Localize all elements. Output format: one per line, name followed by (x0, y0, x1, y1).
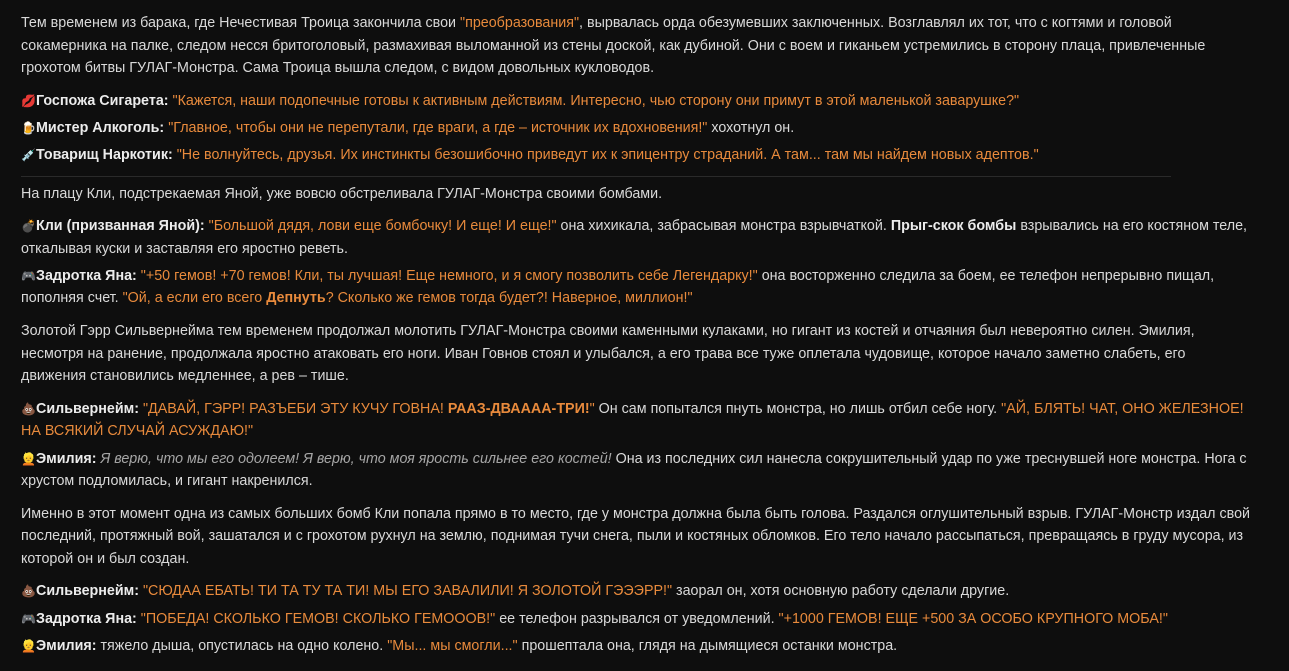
syringe-icon: 💉 (21, 147, 36, 162)
quote: "Главное, чтобы они не перепутали, где враги, а где – источник их вдохновения!" (168, 119, 708, 136)
dialogue-line (21, 90, 1251, 113)
dialogue-line: 👱Эмилия: Я верю, что мы его одолеем! Я верю, что моя ярость сильнее его костей! Она из последних сил нанесла сокрушительный удар по уже треснувшей ноге монстра. Нога с хрустом подломилась, и гигант накренился. (21, 448, 1251, 493)
quote: "преобразования" (460, 15, 580, 31)
narration-paragraph: Тем временем из барака, где Нечестивая Троица закончила свои "преобразования", вырвалась орда обезумевших заключенных. Возглавлял их тот, что с когтями и головой сокамерника на палке, следом несся бритоголовый, размахивая выломанной из стены доской, как дубиной. Они с воем и гиканьем устремились в сторону плаца, привлеченные грохотом битвы ГУЛАГ-Монстра. Сама Троица вышла следом, с видом довольных кукловодов. (21, 15, 1206, 77)
speaker-name: Госпожа Сигарета: (36, 92, 169, 109)
quote: "+1000 ГЕМОВ! ЕЩЕ +500 ЗА ОСОБО КРУПНОГО МОБА!" (778, 610, 1168, 627)
gamepad-icon: 🎮 (21, 268, 36, 283)
dialogue-line: 💩Сильвернейм: "ДАВАЙ, ГЭРР! РАЗЪЕБИ ЭТУ КУЧУ ГОВНА! РААЗ-ДВАААА-ТРИ!" Он сам попытался пнуть монстра, но лишь отбил себе ногу. "АЙ, БЛЯТЬ! ЧАТ, ОНО ЖЕЛЕЗНОЕ! НА ВСЯКИЙ СЛУЧАЙ АСУЖДАЮ!" (21, 398, 1251, 443)
dialogue-line: 👱Эмилия: тяжело дыша, опустилась на одно колено. "Мы... мы смогли..." прошептала она, глядя на дымящиеся останки монстра. (21, 635, 1251, 658)
poop-icon: 💩 (21, 401, 36, 416)
thought: Я верю, что мы его одолеем! Я верю, что моя ярость сильнее его костей! (96, 450, 612, 467)
speaker-name: Сильвернейм: (36, 583, 139, 600)
quote: "+50 гемов! +70 гемов! Кли, ты лучшая! Еще немного, и я смогу позволить себе Легендарку!" (140, 267, 758, 284)
narration-paragraph: Именно в этот момент одна из самых больших бомб Кли попала прямо в то место, где у монстра должна была быть голова. Раздался оглушительный взрыв. ГУЛАГ-Монстр издал свой последний, протяжный вой, зашатался и с грохотом рухнул на землю, поднимая тучи снега, пыли и костяных обломков. Его тело начало рассыпаться, превращаясь в груду мусора, из которой он и был создан. (21, 505, 1251, 567)
speaker-name: Задротка Яна: (36, 610, 137, 627)
dialogue-line: 💣Кли (призванная Яной): "Большой дядя, лови еще бомбочку! И еще! И еще!" она хихикала, забрасывая монстра взрывчаткой. Прыг-скок бомбы взрывались на его костяном теле, откалывая куски и заставляя его яростно реветь. (21, 215, 1251, 260)
speaker-name: Задротка Яна: (36, 267, 137, 284)
bomb-icon: 💣 (21, 219, 36, 234)
dialogue-line (21, 144, 1251, 167)
blonde-person-icon: 👱 (21, 638, 36, 653)
narration-paragraph: Золотой Гэрр Сильвернейма тем временем продолжал молотить ГУЛАГ-Монстра своими каменными кулаками, но гигант из костей и отчаяния был невероятно силен. Эмилия, несмотря на ранение, продолжала яростно атаковать его ноги. Иван Говнов стоял и улыбался, а его трава все туже оплетала чудовище, которое начало заметно слабеть, его движения становились медленнее, а рев – тише. (21, 323, 1195, 385)
gamepad-icon: 🎮 (21, 611, 36, 626)
quote: "ПОБЕДА! СКОЛЬКО ГЕМОВ! СКОЛЬКО ГЕМОООВ!" (140, 610, 496, 627)
quote: "Кажется, наши подопечные готовы к активным действиям. Интересно, чью сторону они примут в этой маленькой заварушке?" (172, 92, 1020, 109)
dialogue-line: 🍺Мистер Алкоголь: "Главное, чтобы они не перепутали, где враги, а где – источник их вдохновения!" хохотнул он. (21, 117, 1251, 140)
quote: "СЮДАА ЕБАТЬ! ТИ ТА ТУ ТА ТИ! МЫ ЕГО ЗАВАЛИЛИ! Я ЗОЛОТОЙ ГЭЭЭРР!" (142, 583, 673, 600)
quote: "Не волнуйтесь, друзья. Их инстинкты безошибочно приведут их к эпицентру страданий. А там... там мы найдем новых адептов." (176, 146, 1039, 163)
blonde-person-icon: 👱 (21, 451, 36, 466)
dialogue-line: 💩Сильвернейм: "СЮДАА ЕБАТЬ! ТИ ТА ТУ ТА ТИ! МЫ ЕГО ЗАВАЛИЛИ! Я ЗОЛОТОЙ ГЭЭЭРР!" заорал он, хотя основную работу сделали другие. (21, 580, 1251, 603)
quote: "Большой дядя, лови еще бомбочку! И еще! И еще!" (208, 218, 557, 235)
beer-icon: 🍺 (21, 120, 36, 135)
speaker-name: Товарищ Наркотик: (36, 146, 173, 163)
narration-paragraph: На плацу Кли, подстрекаемая Яной, уже вовсю обстреливала ГУЛАГ-Монстра своими бомбами. (21, 185, 663, 202)
dialogue-line: 🎮Задротка Яна: "+50 гемов! +70 гемов! Кли, ты лучшая! Еще немного, и я смогу позволить себе Легендарку!" она восторженно следила за боем, ее телефон непрерывно пищал, пополняя счет. "Ой, а если его всего Депнуть? Сколько же гемов тогда будет?! Наверное, миллион!" (21, 265, 1251, 310)
lips-icon: 💋 (21, 93, 36, 108)
speaker-name: Мистер Алкоголь: (36, 119, 165, 136)
speaker-name: Сильвернейм: (36, 400, 139, 417)
poop-icon: 💩 (21, 584, 36, 599)
dialogue-line: 🎮Задротка Яна: "ПОБЕДА! СКОЛЬКО ГЕМОВ! СКОЛЬКО ГЕМОООВ!" ее телефон разрывался от уведомлений. "+1000 ГЕМОВ! ЕЩЕ +500 ЗА ОСОБО КРУПНОГО МОБА!" (21, 608, 1251, 631)
speaker-name: Эмилия: (36, 637, 97, 654)
speaker-name: Кли (призванная Яной): (36, 218, 205, 235)
divider (21, 176, 1171, 177)
quote: "Мы... мы смогли..." (387, 637, 518, 654)
quote: "АЙ, БЛЯТЬ! ЧАТ, ОНО ЖЕЛЕЗНОЕ! НА ВСЯКИЙ СЛУЧАЙ АСУЖДАЮ!" (21, 400, 1244, 440)
speaker-name: Эмилия: (36, 450, 97, 467)
